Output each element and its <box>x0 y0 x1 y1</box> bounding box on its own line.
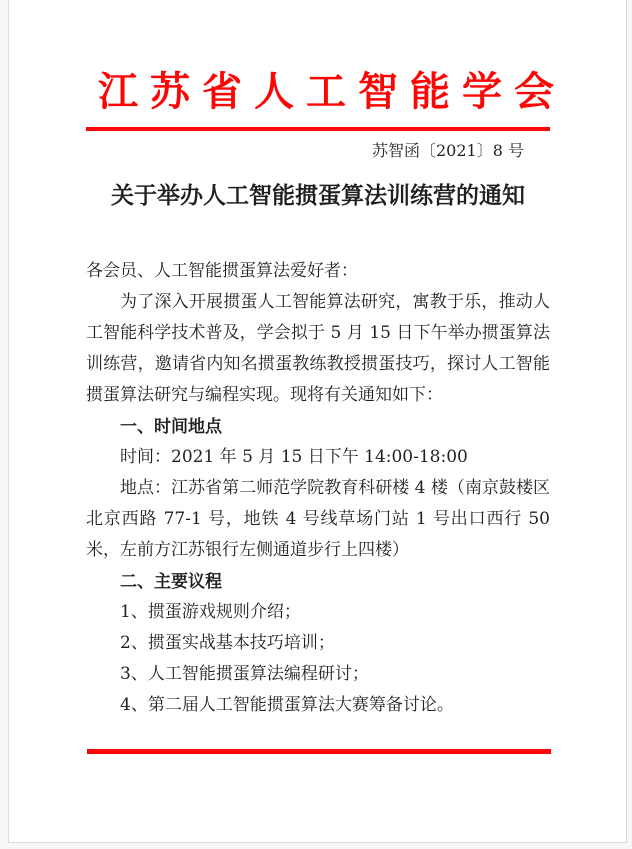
org-name-header: 江苏省人工智能学会 <box>98 68 566 115</box>
salutation-line: 各会员、人工智能掼蛋算法爱好者： <box>86 261 358 281</box>
time-line: 时间：2021 年 5 月 15 日下午 14:00-18:00 <box>120 447 468 467</box>
agenda-item-1: 1、掼蛋游戏规则介绍； <box>120 602 301 622</box>
section-heading-agenda: 二、主要议程 <box>120 572 222 591</box>
intro-paragraph: 为了深入开展掼蛋人工智能算法研究，寓教于乐，推动人工智能科学技术普及，学会拟于 5 月 15 日下午举办掼蛋算法训练营，邀请省内知名掼蛋教练教授掼蛋技巧，探讨人工智能掼蛋算法研究与编程实现。现将有关通知如下： <box>86 292 550 405</box>
section-heading-time-location: 一、时间地点 <box>120 417 222 436</box>
agenda-item-3: 3、人工智能掼蛋算法编程研讨； <box>120 664 369 684</box>
agenda-item-2: 2、掼蛋实战基本技巧培训； <box>120 633 335 653</box>
header-rule <box>86 127 550 131</box>
footer-rule <box>87 749 551 754</box>
notice-page <box>8 0 627 843</box>
notice-body <box>86 256 550 721</box>
agenda-item-4: 4、第二届人工智能掼蛋算法大赛筹备讨论。 <box>120 695 454 715</box>
doc-number: 苏智函〔2021〕8 号 <box>372 141 524 160</box>
content-column <box>86 68 566 721</box>
location-line: 地点：江苏省第二师范学院教育科研楼 4 楼（南京鼓楼区北京西路 77-1 号，地铁 4 号线草场门站 1 号出口西行 50 米，左前方江苏银行左侧通道步行上四楼） <box>86 478 550 560</box>
notice-title: 关于举办人工智能掼蛋算法训练营的通知 <box>111 182 525 208</box>
